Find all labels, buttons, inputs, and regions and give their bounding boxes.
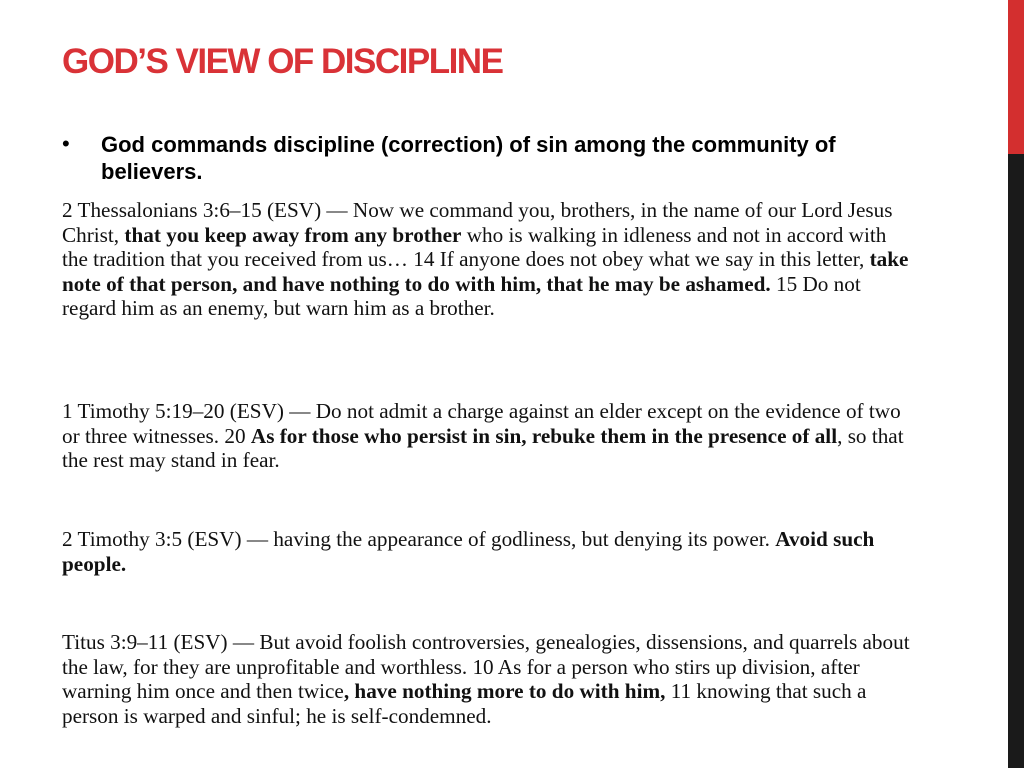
scripture-passage-titus xyxy=(62,630,912,728)
scripture-passage-1-timothy xyxy=(62,399,912,473)
bullet-text: God commands discipline (correction) of sin among the community of believers. xyxy=(101,132,836,184)
emphasized-text: Avoid such people. xyxy=(62,527,875,576)
scripture-passage-2-thessalonians xyxy=(62,198,912,321)
passage-text: 2 Timothy 3:5 (ESV) — having the appearance of godliness, but denying its power. xyxy=(62,527,776,551)
passage-text: 11 knowing that such a person is warped and sinful; he is self-condemned. xyxy=(62,679,867,728)
accent-bar-dark xyxy=(1008,154,1024,768)
passage-text: 15 Do not regard him as an enemy, but warn him as a brother. xyxy=(62,271,861,320)
passage-text: , so that the rest may stand in fear. xyxy=(62,423,904,472)
passage-text: 2 Thessalonians 3:6–15 (ESV) — Now we command you, brothers, in the name of our Lord Jesus Christ, xyxy=(62,198,893,247)
scripture-passage-2-timothy xyxy=(62,527,912,576)
emphasized-text: , have nothing more to do with him, xyxy=(343,679,666,703)
emphasized-text: As for those who persist in sin, rebuke them in the presence of all xyxy=(250,423,838,448)
passage-text: who is walking in idleness and not in accord with the tradition that you received from us… 14 If anyone does not obey what we say in this letter, xyxy=(62,222,887,271)
passage-text: Titus 3:9–11 (ESV) — But avoid foolish controversies, genealogies, dissensions, and quarrels about the law, for they are unprofitable and worthless. 10 As for a person who stirs up division, after warning him once and then twice xyxy=(62,630,910,703)
passage-text: 1 Timothy 5:19–20 (ESV) — Do not admit a charge against an elder except on the evidence of two or three witnesses. 20 xyxy=(62,399,901,448)
emphasized-text: take note of that person, and have nothing to do with him, that he may be ashamed. xyxy=(62,247,909,296)
accent-bar-red xyxy=(1008,0,1024,154)
slide-title: GOD’S VIEW OF DISCIPLINE xyxy=(62,42,503,81)
bullet-marker: • xyxy=(62,131,70,156)
emphasized-text: that you keep away from any brother xyxy=(124,222,462,247)
